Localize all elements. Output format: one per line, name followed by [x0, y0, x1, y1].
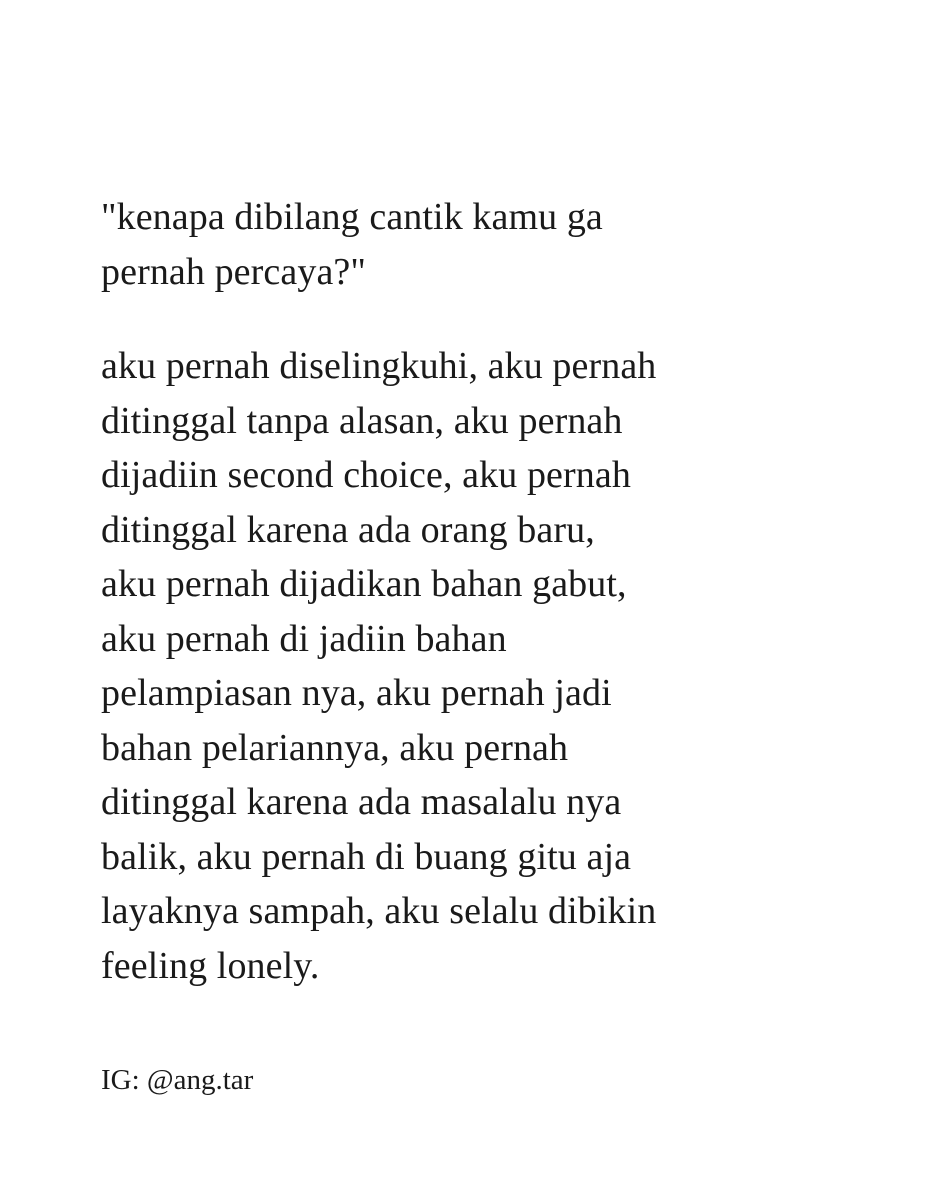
- body-line: balik, aku pernah di buang gitu aja: [101, 835, 632, 878]
- body-line: bahan pelariannya, aku pernah: [101, 726, 569, 769]
- body-line: pelampiasan nya, aku pernah jadi: [101, 672, 612, 714]
- body-line: dijadiin second choice, aku pernah: [101, 454, 631, 496]
- instagram-credit: IG: @ang.tar: [101, 1064, 254, 1096]
- body-line: feeling lonely.: [101, 944, 320, 987]
- quote-line: pernah percaya?": [101, 250, 366, 293]
- body-line: aku pernah diselingkuhi, aku pernah: [101, 345, 657, 387]
- body-line: aku pernah dijadikan bahan gabut,: [101, 563, 627, 605]
- body-line: ditinggal tanpa alasan, aku pernah: [101, 399, 623, 442]
- body-line: ditinggal karena ada masalalu nya: [101, 781, 622, 823]
- body-line: ditinggal karena ada orang baru,: [101, 508, 595, 551]
- quote-line: "kenapa dibilang cantik kamu ga: [101, 196, 603, 238]
- quote-body: [101, 339, 901, 993]
- quote-question: [101, 190, 901, 299]
- body-line: aku pernah di jadiin bahan: [101, 617, 507, 660]
- body-line: layaknya sampah, aku selalu dibikin: [101, 890, 657, 932]
